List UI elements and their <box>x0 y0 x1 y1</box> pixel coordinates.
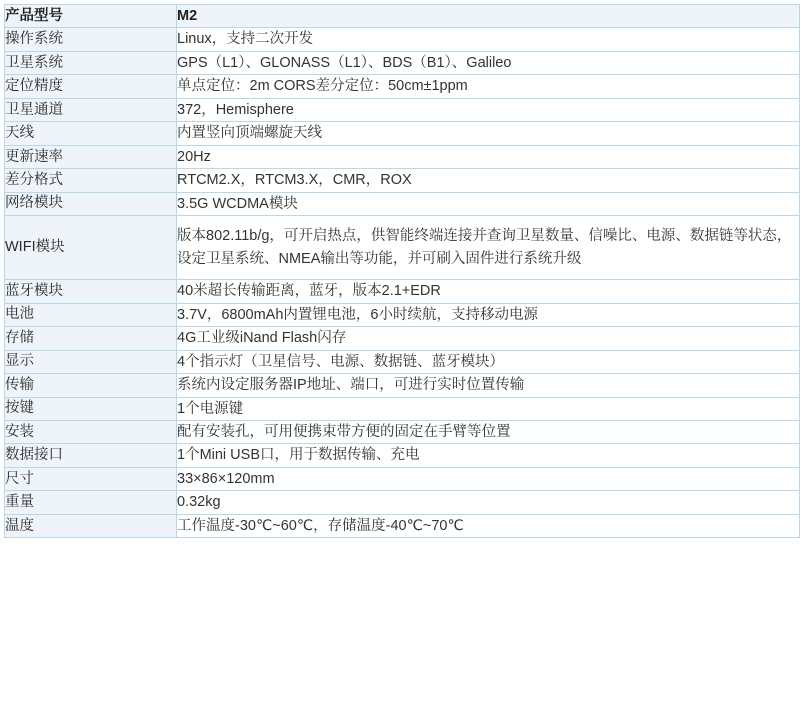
spec-value-text: 40米超长传输距离，蓝牙，版本2.1+EDR <box>177 283 441 300</box>
table-row <box>5 192 800 215</box>
spec-value-cell <box>177 444 800 467</box>
table-row <box>5 467 800 490</box>
table-row <box>5 122 800 145</box>
spec-label-cell: 显示 <box>5 350 177 373</box>
spec-value-cell <box>177 216 800 280</box>
spec-value-text: 4G工业级iNand Flash闪存 <box>177 330 347 347</box>
spec-label-cell: 安装 <box>5 420 177 443</box>
spec-value-text: 配有安装孔，可用便携束带方便的固定在手臂等位置 <box>177 423 511 440</box>
table-row <box>5 350 800 373</box>
spec-value-cell <box>177 467 800 490</box>
spec-value-text: GPS（L1）、GLONASS（L1）、BDS（B1）、Galileo <box>177 54 512 71</box>
spec-label-cell: 存储 <box>5 327 177 350</box>
table-row <box>5 216 800 280</box>
spec-label-cell: 网络模块 <box>5 192 177 215</box>
table-row <box>5 5 800 28</box>
table-row <box>5 145 800 168</box>
spec-value-cell <box>177 350 800 373</box>
spec-label-cell: 更新速率 <box>5 145 177 168</box>
spec-value-text: 系统内设定服务器IP地址、端口，可进行实时位置传输 <box>177 377 525 394</box>
spec-label-cell: 按键 <box>5 397 177 420</box>
table-row <box>5 444 800 467</box>
spec-value-text: 3.5G WCDMA模块 <box>177 195 298 212</box>
table-row <box>5 374 800 397</box>
specification-table-body <box>5 5 800 538</box>
spec-label-cell: 尺寸 <box>5 467 177 490</box>
spec-value-text: 372，Hemisphere <box>177 101 294 118</box>
table-row <box>5 327 800 350</box>
spec-value-text: 20Hz <box>177 148 211 165</box>
spec-value-cell <box>177 514 800 537</box>
spec-label-cell: 温度 <box>5 514 177 537</box>
spec-label-cell: 定位精度 <box>5 75 177 98</box>
spec-label-cell: 产品型号 <box>5 5 177 28</box>
spec-value-cell <box>177 122 800 145</box>
spec-value-cell <box>177 192 800 215</box>
spec-value-cell <box>177 98 800 121</box>
spec-value-cell <box>177 327 800 350</box>
table-row <box>5 169 800 192</box>
table-row <box>5 98 800 121</box>
spec-value-cell <box>177 75 800 98</box>
spec-value-cell <box>177 303 800 326</box>
table-row <box>5 28 800 51</box>
spec-value-cell <box>177 169 800 192</box>
specification-table <box>4 4 800 538</box>
spec-value-cell <box>177 491 800 514</box>
spec-label-cell: 操作系统 <box>5 28 177 51</box>
spec-value-text: 1个Mini USB口，用于数据传输、充电 <box>177 447 420 464</box>
spec-label-cell: 重量 <box>5 491 177 514</box>
table-row <box>5 75 800 98</box>
spec-label-cell: 电池 <box>5 303 177 326</box>
spec-label-cell: 蓝牙模块 <box>5 280 177 303</box>
spec-value-text: 4个指示灯（卫星信号、电源、数据链、蓝牙模块） <box>177 353 505 370</box>
spec-value-text: 33×86×120mm <box>177 470 275 487</box>
table-row <box>5 397 800 420</box>
spec-label-cell: 卫星系统 <box>5 51 177 74</box>
spec-value-cell <box>177 145 800 168</box>
spec-value-text: 1个电源键 <box>177 400 244 417</box>
spec-label-cell: 天线 <box>5 122 177 145</box>
spec-value-cell <box>177 280 800 303</box>
table-row <box>5 51 800 74</box>
spec-value-text: 工作温度-30℃~60℃，存储温度-40℃~70℃ <box>177 517 464 534</box>
spec-value-cell <box>177 51 800 74</box>
spec-value-text: M2 <box>177 8 198 24</box>
table-row <box>5 514 800 537</box>
spec-value-cell <box>177 374 800 397</box>
spec-label-cell: WIFI模块 <box>5 216 177 280</box>
table-row <box>5 420 800 443</box>
spec-value-text: 0.32kg <box>177 494 221 511</box>
spec-label-cell: 卫星通道 <box>5 98 177 121</box>
spec-value-text: 单点定位：2m CORS差分定位：50cm±1ppm <box>177 78 468 95</box>
spec-label-cell: 差分格式 <box>5 169 177 192</box>
spec-value-cell <box>177 397 800 420</box>
table-row <box>5 491 800 514</box>
spec-value-text: 3.7V，6800mAh内置锂电池，6小时续航，支持移动电源 <box>177 306 538 323</box>
table-row <box>5 303 800 326</box>
spec-value-cell <box>177 28 800 51</box>
spec-value-text: RTCM2.X，RTCM3.X，CMR，ROX <box>177 172 412 189</box>
spec-label-cell: 数据接口 <box>5 444 177 467</box>
spec-value-cell <box>177 5 800 28</box>
table-row <box>5 280 800 303</box>
spec-value-text: Linux，支持二次开发 <box>177 31 314 48</box>
spec-value-cell <box>177 420 800 443</box>
spec-label-cell: 传输 <box>5 374 177 397</box>
spec-value-text: 版本802.11b/g，可开启热点，供智能终端连接并查询卫星数量、信噪比、电源、数据链等状态，设定卫星系统、NMEA输出等功能，并可刷入固件进行系统升级 <box>177 228 792 267</box>
spec-value-text: 内置竖向顶端螺旋天线 <box>177 125 322 142</box>
